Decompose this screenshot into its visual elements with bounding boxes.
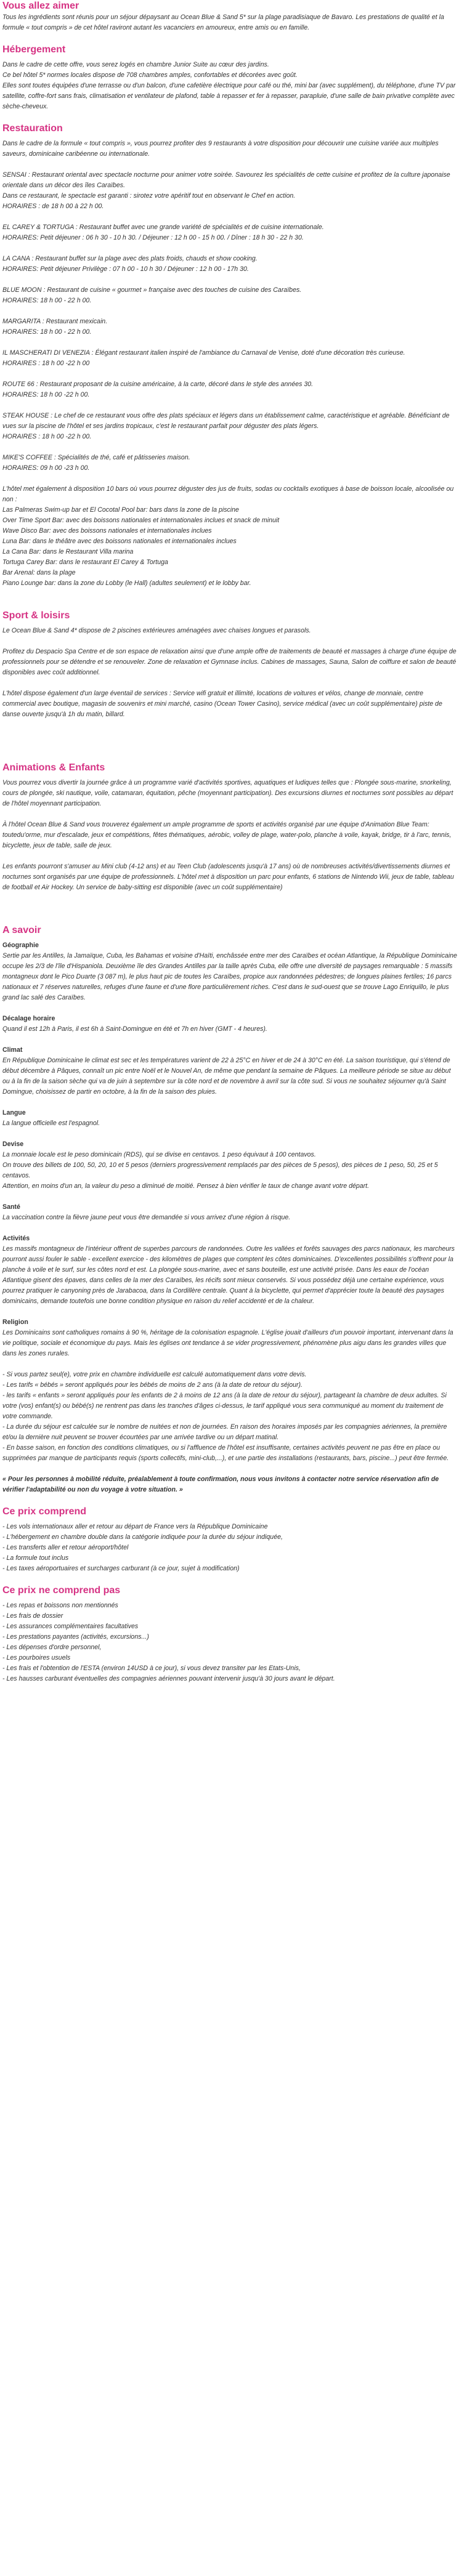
section-animations: [2, 762, 458, 893]
restauration-line: MIKE'S COFFEE : Spécialités de thé, café et pâtisseries maison.: [2, 454, 190, 461]
savoir-item: [2, 1233, 458, 1307]
savoir-item-heading: Langue: [2, 1109, 26, 1116]
restauration-line: Over Time Sport Bar: avec des boissons nationales et internationales inclues et snack de minuit: [2, 517, 280, 524]
sport-line: Profitez du Despacio Spa Centre et de son espace de relaxation ainsi que d'une ample offre de traitements de beauté et massages à charge d'une équipe de professionnels pour se détendre et se renouveler. Zone de relaxation et Gymnase inclus. Cabines de massages, Sauna, Salon de coiffure et salon de beauté disponibles avec coût additionnel.: [2, 648, 457, 676]
savoir-item-text: La langue officielle est l'espagnol.: [2, 1120, 100, 1127]
savoir-item-heading: Devise: [2, 1141, 24, 1148]
section-title-intro: Vous allez aimer: [2, 1, 79, 11]
comprend-item: - Les taxes aéroportuaires et surcharges carburant (à ce jour, sujet à modification): [2, 1565, 240, 1572]
savoir-item-heading: Santé: [2, 1203, 20, 1211]
hebergement-line: Ce bel hôtel 5* normes locales dispose de 708 chambres amples, confortables et décorées avec goût.: [2, 71, 298, 79]
section-intro: [2, 0, 458, 33]
ne-comprend-item: - Les pourboires usuels: [2, 1654, 71, 1661]
comprend-item: - Les vols internationaux aller et retour au départ de France vers la République Dominicaine: [2, 1523, 268, 1530]
restauration-line: HORAIRES: 18 h 00 - 22 h 00.: [2, 297, 92, 304]
sport-paragraph: [2, 647, 458, 678]
savoir-item-text: Les massifs montagneux de l'intérieur offrent de superbes parcours de randonnées. Outre les vallées et forêts sauvages des parcs nationaux, les marcheurs pourront aussi fouler le sable - excellent exercice - des kilomètres de plages que comptent les côtes dominicaines. D'excellentes possibilités s'offrent pour la planche à voile et le surf, sur les côtes nord et est. La plongée sous-marine, avec et sans bouteille, est une activité prisée. Dans les eaux de l'océan Atlantique gisent des épaves, dans celles de la mer des Caraïbes, les récifs sont mieux conservés. Si vous possédez déjà une certaine expérience, vous pourrez pratiquer le canyoning près de Jarabacoa, dans la Cordillère centrale. Quant à la bicyclette, qui permet d'apprécier toute la beauté des paysages dominicains, demande toutefois une bonne condition physique en raison du relief accidenté et de la chaleur.: [2, 1245, 455, 1305]
savoir-item-text: La monnaie locale est le peso dominicain (RDS), qui se divise en centavos. 1 peso équivaut à 100 centavos.: [2, 1151, 316, 1158]
savoir-item-text: En République Dominicaine le climat est sec et les températures varient de 22 à 25°C en hiver et de 24 à 30°C en été. La saison touristique, qui s'étend de début décembre à Pâques, connaît un pic entre Noël et le Nouvel An, de même que pendant la semaine de Pâques. La meilleure période se situe au début ou à la fin de la saison sèche qui va de juin à septembre sur la côte nord et de novembre à avril sur la côte sud. Si vous ne souhaitez séjourner qu'à Saint Domingue, choisissez de partir en octobre, à la fin de la saison des pluies.: [2, 1057, 451, 1096]
savoir-item-heading: Décalage horaire: [2, 1015, 55, 1022]
restauration-paragraph: [2, 285, 458, 306]
restauration-line: Bar Arenal: dans la plage: [2, 569, 76, 576]
restauration-line: EL CAREY & TORTUGA : Restaurant buffet avec une grande variété de spécialités et de cuisine internationale.: [2, 224, 324, 231]
hebergement-text: [2, 60, 458, 112]
ne-comprend-item: - Les repas et boissons non mentionnés: [2, 1602, 118, 1609]
restauration-paragraph: [2, 317, 458, 337]
animations-line: Les enfants pourront s'amuser au Mini club (4-12 ans) et au Teen Club (adolescents jusqu'à 17 ans) où de nombreuses activités/divertissements diurnes et nocturnes sont organisés par une équipe de professionnels. L'hôtel met à disposition un parc pour enfants, 6 stations de Nintendo Wii, jeux de table, tableau de football et Air Hockey. Un service de baby-sitting est disponible (avec un coût supplémentaire): [2, 863, 454, 891]
section-title-restauration: Restauration: [2, 123, 63, 134]
sport-line: Le Ocean Blue & Sand 4* dispose de 2 piscines extérieures aménagées avec chaises longues et parasols.: [2, 627, 311, 634]
comprend-list: [2, 1522, 458, 1574]
savoir-item: [2, 1108, 458, 1129]
savoir-item-text: La vaccination contre la fièvre jaune peut vous être demandée si vous arrivez d'une région à risque.: [2, 1214, 291, 1221]
restauration-paragraph: [2, 484, 458, 589]
ne-comprend-item: - Les prestations payantes (activités, excursions...): [2, 1633, 149, 1641]
animations-paragraph: [2, 862, 458, 893]
restauration-paragraph: [2, 411, 458, 442]
section-ne-comprend: [2, 1585, 458, 1684]
savoir-note: - Si vous partez seul(e), votre prix en chambre individuelle est calculé automatiquement dans votre devis.: [2, 1371, 307, 1378]
comprend-item: - L'hébergement en chambre double dans la catégorie indiquée pour la durée du séjour indiquée,: [2, 1533, 283, 1541]
restauration-text: [2, 139, 458, 589]
ne-comprend-item: - Les frais et l'obtention de l'ESTA (environ 14USD à ce jour), si vous devez transiter par les Etats-Unis,: [2, 1665, 301, 1672]
restauration-line: HORAIRES: Petit déjeuner Privilège : 07 h 00 - 10 h 30 / Déjeuner : 12 h 00 - 17h 30.: [2, 265, 249, 273]
restauration-line: MARGARITA : Restaurant mexicain.: [2, 318, 108, 325]
restauration-line: Las Palmeras Swim-up bar et El Cocotal Pool bar: bars dans la zone de la piscine: [2, 506, 239, 514]
savoir-text: [2, 940, 458, 1359]
intro-text: Tous les ingrédients sont réunis pour un séjour dépaysant au Ocean Blue & Sand 5* sur la plage paradisiaque de Bavaro. Les prestations de qualité et la formule « tout compris » de cet hôtel raviront autant les vacanciers en amoureux, entre amis ou en famille.: [2, 14, 444, 31]
savoir-note: - En basse saison, en fonction des conditions climatiques, ou si l'affluence de l'hôtel est insuffisante, certaines activités peuvent ne pas être en place ou supprimées par manque de participants requis (sports collectifs, mini-club,...), et une partie des installations (restaurants, bars, piscine...) peut être fermée.: [2, 1444, 449, 1462]
restauration-line: LA CANA : Restaurant buffet sur la plage avec des plats froids, chauds et show cooking.: [2, 255, 258, 262]
savoir-item: [2, 1139, 458, 1192]
savoir-item: [2, 940, 458, 1003]
ne-comprend-item: - Les frais de dossier: [2, 1612, 63, 1620]
restauration-line: IL MASCHERATI DI VENEZIA : Élégant restaurant italien inspiré de l'ambiance du Carnaval de Venise, doté d'une décoration très curieuse.: [2, 349, 405, 357]
sport-paragraph: [2, 688, 458, 720]
section-hebergement: [2, 44, 458, 112]
animations-paragraph: [2, 778, 458, 809]
restauration-paragraph: [2, 453, 458, 474]
savoir-item-text: On trouve des billets de 100, 50, 20, 10 et 5 pesos (derniers progressivement remplacés par des pièces de 5 pesos), des pièces de 1 peso, 50, 25 et 5 centavos.: [2, 1161, 438, 1179]
ne-comprend-item: - Les dépenses d'ordre personnel,: [2, 1644, 102, 1651]
savoir-note: - La durée du séjour est calculée sur le nombre de nuitées et non de journées. En raison des horaires imposés par les compagnies aériennes, la première et/ou la dernière nuit peuvent se trouver écourtées par une arrivée tardive ou un départ matinal.: [2, 1423, 447, 1441]
savoir-item: [2, 1317, 458, 1359]
restauration-line: SENSAI : Restaurant oriental avec spectacle nocturne pour animer votre soirée. Savourez les spécialités de cette cuisine et profitez de la culture japonaise orientale dans un décor des îles Caraïbes.: [2, 171, 450, 189]
ne-comprend-list: [2, 1601, 458, 1684]
restauration-paragraph: [2, 348, 458, 369]
restauration-paragraph: [2, 139, 458, 159]
section-comprend: [2, 1506, 458, 1574]
restauration-line: L'hôtel met également à disposition 10 bars où vous pourrez déguster des jus de fruits, sodas ou cocktails exotiques à base de boisson locale, alcoolisée ou non :: [2, 485, 454, 503]
savoir-note: - Les tarifs « bébés » seront appliqués pour les bébés de moins de 2 ans (à la date de retour du séjour).: [2, 1381, 303, 1389]
hebergement-line: Dans le cadre de cette offre, vous serez logés en chambre Junior Suite au cœur des jardins.: [2, 61, 269, 68]
section-title-ne-comprend: Ce prix ne comprend pas: [2, 1585, 121, 1596]
restauration-line: HORAIRES: 09 h 00 -23 h 00.: [2, 464, 90, 472]
restauration-paragraph: [2, 170, 458, 212]
hebergement-line: Elles sont toutes équipées d'une terrasse ou d'un balcon, d'une cafetière électrique pour café ou thé, mini bar (avec supplément), du téléphone, d'une TV par satellite, coffre-fort sans frais, climatisation et ventilateur de plafond, table à repasser et fer à repasser, parapluie, d'une salle de bain privative complète avec sèche-cheveux.: [2, 82, 456, 110]
savoir-note: - les tarifs « enfants » seront appliqués pour les enfants de 2 à moins de 12 ans (à la date de retour du séjour), partageant la chambre de deux adultes. Si votre (vos) enfant(s) ou bébé(s) ne rentrent pas dans les tranches d'âges ci-dessus, le tarif appliqué vous sera communiqué au moment du traitement de votre commande.: [2, 1392, 447, 1420]
restauration-line: Wave Disco Bar: avec des boissons nationales et internationales inclues: [2, 527, 212, 535]
section-title-savoir: A savoir: [2, 925, 41, 935]
restauration-paragraph: [2, 222, 458, 243]
savoir-item-heading: Religion: [2, 1318, 28, 1326]
restauration-line: STEAK HOUSE : Le chef de ce restaurant vous offre des plats spéciaux et légers dans un établissement calme, caractéristique et agréable. Bénéficiant de vues sur la piscine de l'hôtel et ses jardins tropicaux, c'est le restaurant parfait pour déguster des plats légers.: [2, 412, 450, 430]
restauration-line: Tortuga Carey Bar: dans le restaurant El Carey & Tortuga: [2, 559, 168, 566]
restauration-line: HORAIRES: 18 h 00 -22 h 00.: [2, 391, 90, 398]
section-savoir: [2, 924, 458, 1495]
savoir-item-text: Attention, en moins d'un an, la valeur du peso a diminué de moitié. Pensez à bien vérifier le taux de change avant votre départ.: [2, 1182, 370, 1190]
savoir-item-heading: Activités: [2, 1235, 30, 1242]
ne-comprend-item: - Les hausses carburant éventuelles des compagnies aériennes pouvant intervenir jusqu'à 30 jours avant le départ.: [2, 1675, 335, 1682]
animations-line: Vous pourrez vous divertir la journée grâce à un programme varié d'activités sportives, aquatiques et ludiques telles que : Plongée sous-marine, snorkeling, cours de plongée, ski nautique, voile, catamaran, équitation, pêche (moyennant participation). Des excursions diurnes et nocturnes sont possibles au départ de l'hôtel moyennant participation.: [2, 779, 453, 807]
savoir-notes: [2, 1370, 458, 1464]
ne-comprend-item: - Les assurances complémentaires facultatives: [2, 1623, 139, 1630]
savoir-item-text: Quand il est 12h à Paris, il est 6h à Saint-Domingue en été et 7h en hiver (GMT - 4 heures).: [2, 1025, 267, 1033]
section-title-hebergement: Hébergement: [2, 44, 66, 55]
restauration-paragraph: [2, 254, 458, 275]
restauration-paragraph: [2, 379, 458, 400]
savoir-item-heading: Géographie: [2, 942, 39, 949]
savoir-item-heading: Climat: [2, 1046, 23, 1054]
animations-line: À l'hôtel Ocean Blue & Sand vous trouverez également un ample programme de sports et activités organisé par une équipe d'Animation Blue Team: toutedu'orme, mur d'escalade, jeux et compétitions, fêtes thématiques, aérobic, volley de plage, water-polo, planche à voile, kayak, bridge, tir à l'arc, tennis, bicyclette, jeux de table, salle de jeux.: [2, 821, 452, 849]
restauration-line: BLUE MOON : Restaurant de cuisine « gourmet » française avec des touches de cuisine des Caraïbes.: [2, 286, 302, 294]
comprend-item: - Les transferts aller et retour aéroport/hôtel: [2, 1544, 129, 1551]
section-title-animations: Animations & Enfants: [2, 762, 105, 773]
restauration-line: HORAIRES : de 18 h 00 à 22 h 00.: [2, 203, 104, 210]
restauration-line: Dans ce restaurant, le spectacle est garanti : sirotez votre apéritif tout en observant le Chef en action.: [2, 192, 296, 200]
section-restauration: [2, 123, 458, 589]
comprend-item: - La formule tout inclus: [2, 1554, 69, 1562]
restauration-line: HORAIRES: Petit déjeuner : 06 h 30 - 10 h 30. / Déjeuner : 12 h 00 - 15 h 00. / Dîner : 18 h 30 - 22 h 30.: [2, 234, 304, 241]
animations-paragraph: [2, 820, 458, 851]
sport-paragraph: [2, 626, 458, 636]
savoir-item-text: Les Dominicains sont catholiques romains à 90 %, héritage de la colonisation espagnole. L'église jouait d'ailleurs d'un pouvoir important, intervenant dans la vie politique, sociale et économique du pays. Mais les églises ont tendance à se vider progressivement, phénomène plus aigu dans les grandes villes que dans les zones rurales.: [2, 1329, 453, 1357]
savoir-item: [2, 1202, 458, 1223]
sport-text: [2, 626, 458, 720]
section-title-sport: Sport & loisirs: [2, 610, 70, 621]
section-title-comprend: Ce prix comprend: [2, 1506, 87, 1517]
restauration-line: ROUTE 66 : Restaurant proposant de la cuisine américaine, à la carte, décoré dans le style des années 30.: [2, 381, 314, 388]
animations-text: [2, 778, 458, 893]
restauration-line: Luna Bar: dans le théâtre avec des boissons nationales et internationales inclues: [2, 538, 237, 545]
sport-line: L'hôtel dispose également d'un large éventail de services : Service wifi gratuit et illimité, locations de voitures et vélos, change de monnaie, centre commercial avec boutique, magasin de souvenirs et mini marché, casino (Ocean Tower Casino), service médical (avec un coût supplémentaire) piste de danse ouverte jusqu'à 1h du matin, billard.: [2, 690, 442, 718]
restauration-line: HORAIRES : 18 h 00 -22 h 00: [2, 360, 90, 367]
restauration-line: La Cana Bar: dans le Restaurant Villa marina: [2, 548, 134, 555]
restauration-line: Piano Lounge bar: dans la zone du Lobby (le Hall) (adultes seulement) et le lobby bar.: [2, 579, 251, 587]
restauration-line: HORAIRES: 18 h 00 - 22 h 00.: [2, 328, 92, 336]
savoir-disclaimer: « Pour les personnes à mobilité réduite, préalablement à toute confirmation, nous vous invitons à contacter notre service réservation afin de vérifier l'adaptabilité ou non du voyage à votre situation. »: [2, 1476, 439, 1493]
section-sport: [2, 610, 458, 720]
savoir-item: [2, 1014, 458, 1035]
savoir-item: [2, 1045, 458, 1097]
savoir-item-text: Sertie par les Antilles, la Jamaïque, Cuba, les Bahamas et voisine d'Haïti, enchâssée entre mer des Caraïbes et océan Atlantique, la République Dominicaine occupe les 2/3 de l'île d'Hispaniola. Deuxième île des Grandes Antilles par la taille après Cuba, elle offre une diversité de paysages remarquable : 5 massifs montagneux dont le Pico Duarte (3 087 m), le plus haut pic de toutes les Caraïbes, propice aux randonnées pédestres; de longues plaines fertiles; 16 parcs nationaux et 7 réserves naturelles, refuges d'une faune et d'une flore particulièrement riches. C'est dans le sud-ouest que se trouve Lago Enriquillo, le plus grand lac salé des Caraïbes.: [2, 952, 457, 1001]
restauration-line: HORAIRES : 18 h 00 -22 h 00.: [2, 433, 92, 440]
restauration-line: Dans le cadre de la formule « tout compris », vous pourrez profiter des 9 restaurants à votre disposition pour découvrir une cuisine variée aux multiples saveurs, dominicaine caribéenne ou internationale.: [2, 140, 439, 158]
